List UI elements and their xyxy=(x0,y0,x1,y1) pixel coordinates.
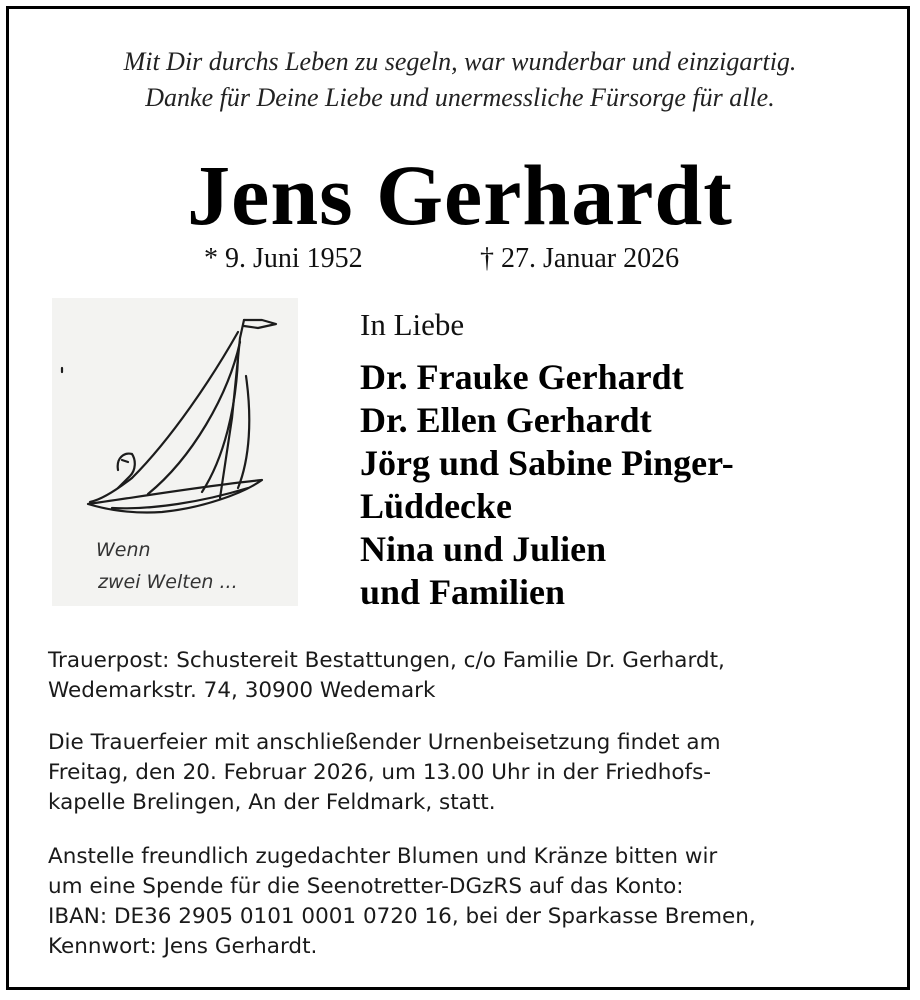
death-date: † 27. Januar 2026 xyxy=(480,243,680,274)
motto xyxy=(0,44,920,116)
condolence-address xyxy=(48,646,872,706)
service-line-3: kapelle Brelingen, An der Feldmark, statt. xyxy=(48,790,496,815)
jib-line-2 xyxy=(238,376,249,488)
pennant-flag xyxy=(244,320,276,328)
sailboat-drawing-icon xyxy=(52,298,298,606)
birth-date: * 9. Juni 1952 xyxy=(204,243,363,274)
motto-line-1: Mit Dir durchs Leben zu segeln, war wunderbar und einzigartig. xyxy=(123,47,797,76)
sail-outer-curve xyxy=(90,332,238,502)
sailboat-illustration xyxy=(52,298,298,606)
condolence-address-line-1: Trauerpost: Schustereit Bestattungen, c/o Familie Dr. Gerhardt, xyxy=(48,648,725,673)
jib-line-1 xyxy=(202,358,238,492)
illustration-caption-line-2: zwei Welten ... xyxy=(98,571,238,593)
illustration-caption-line-1: Wenn xyxy=(96,539,151,561)
mourners-list xyxy=(360,356,734,614)
donation-request xyxy=(48,842,872,962)
service-line-1: Die Trauerfeier mit anschließender Urnenbeisetzung findet am xyxy=(48,730,721,755)
mourner-name: Lüddecke xyxy=(360,486,513,526)
funeral-service-info xyxy=(48,728,872,818)
donation-line-4: Kennwort: Jens Gerhardt. xyxy=(48,934,318,959)
donation-line-1: Anstelle freundlich zugedachter Blumen und Kränze bitten wir xyxy=(48,844,718,869)
mourner-name: Nina und Julien xyxy=(360,529,607,569)
mourners-intro: In Liebe xyxy=(360,307,465,342)
motto-line-2: Danke für Deine Liebe und unermessliche Fürsorge für alle. xyxy=(145,83,775,112)
mourner-name: Dr. Frauke Gerhardt xyxy=(360,357,684,397)
sailor-head-detail xyxy=(122,460,128,462)
donation-line-2: um eine Spende für die Seenotretter-DGzRS auf das Konto: xyxy=(48,874,684,899)
sail-inner-curve xyxy=(148,342,240,494)
mourner-name: Dr. Ellen Gerhardt xyxy=(360,400,652,440)
service-line-2: Freitag, den 20. Februar 2026, um 13.00 Uhr in der Friedhofs- xyxy=(48,760,712,785)
mourner-name: Jörg und Sabine Pinger- xyxy=(360,443,734,483)
mourner-name: und Familien xyxy=(360,572,566,612)
condolence-address-line-2: Wedemarkstr. 74, 30900 Wedemark xyxy=(48,678,436,703)
donation-line-3: IBAN: DE36 2905 0101 0001 0720 16, bei der Sparkasse Bremen, xyxy=(48,904,756,929)
deceased-name: Jens Gerhardt xyxy=(187,147,733,243)
